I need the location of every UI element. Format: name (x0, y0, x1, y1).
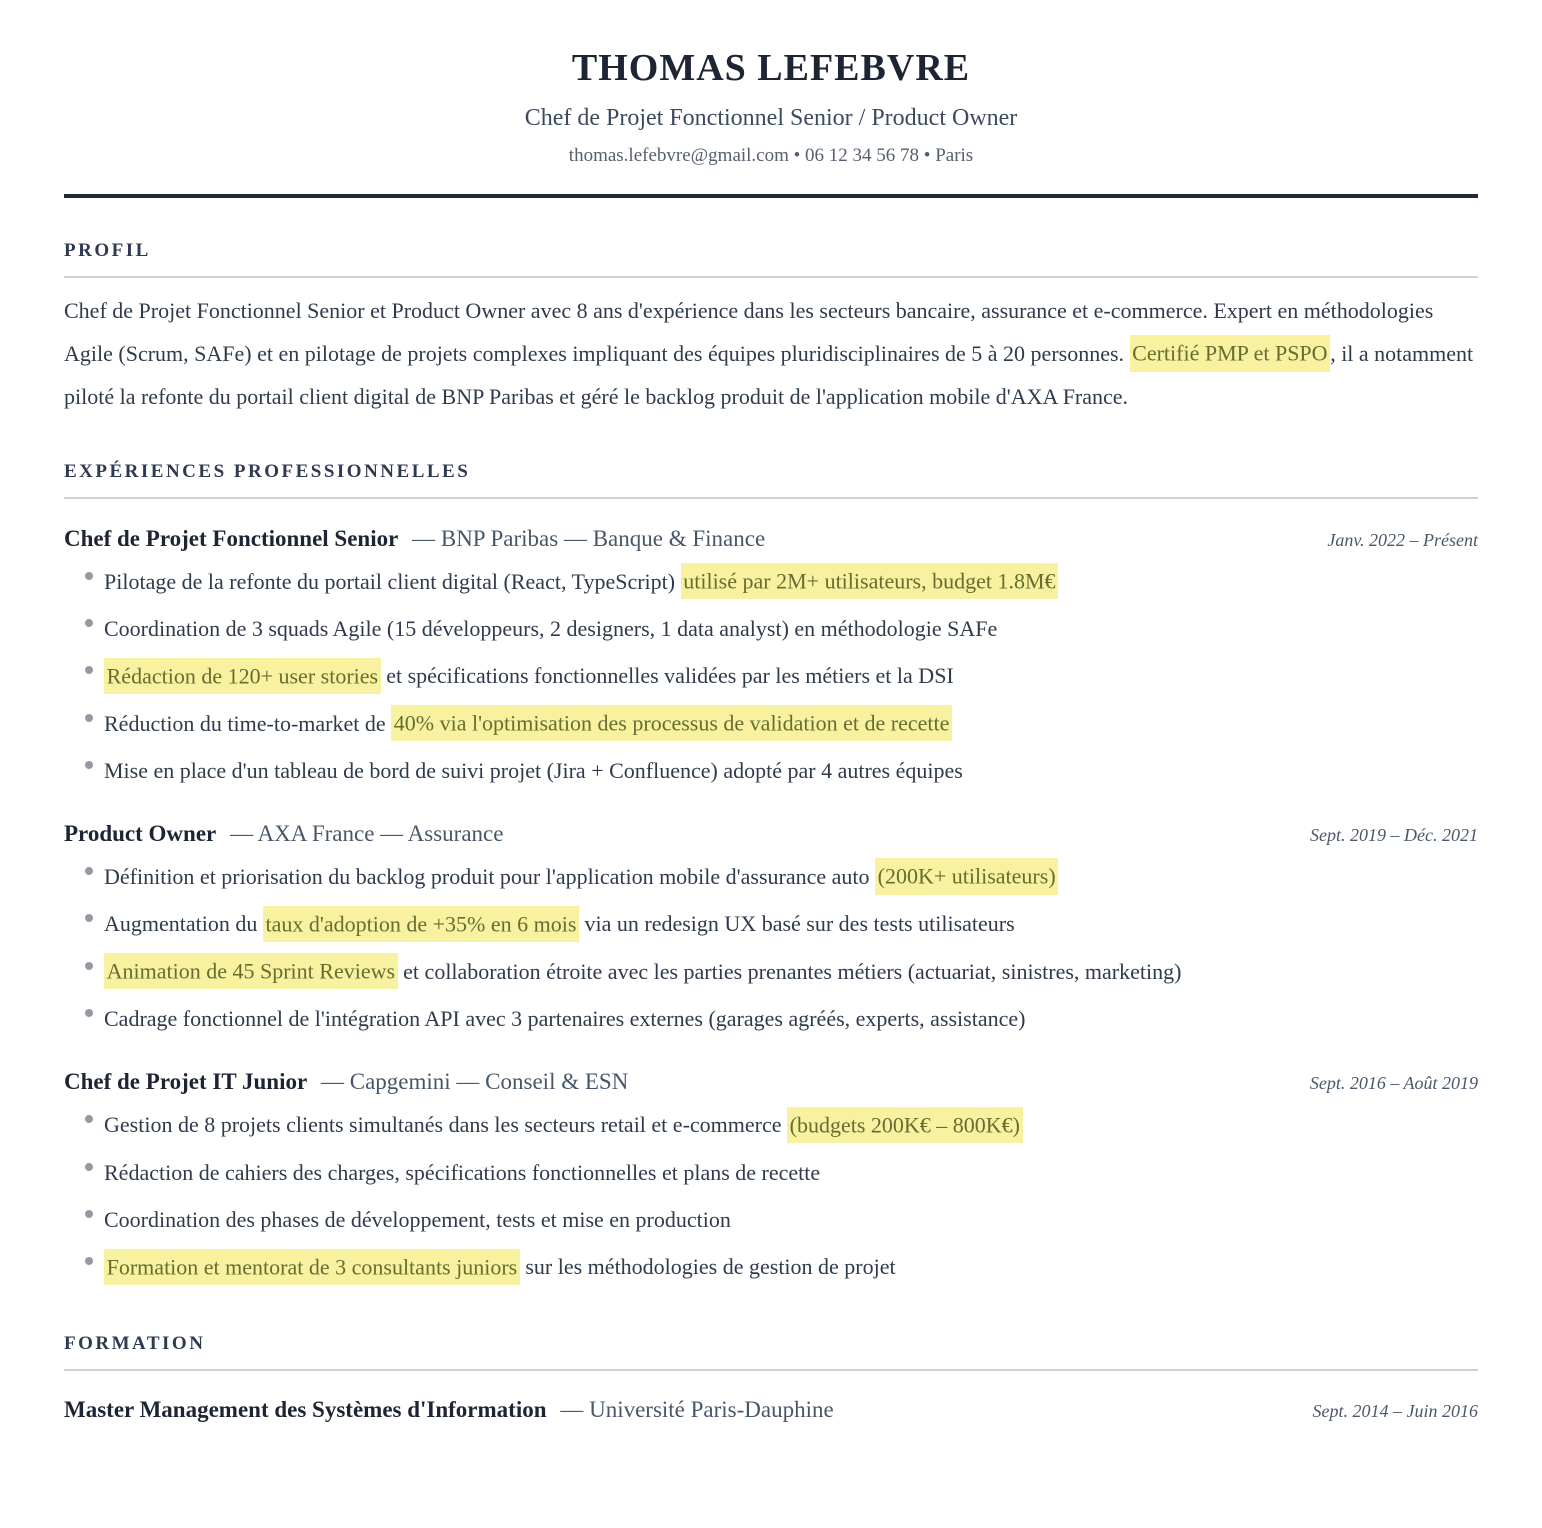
highlighted-text: Certifié PMP et PSPO (1130, 335, 1331, 371)
text-segment: et collaboration étroite avec les parties prenantes métiers (actuariat, sinistres, marketing) (397, 958, 1182, 984)
bullet-item (64, 948, 1394, 995)
job-company: — AXA France — Assurance (230, 821, 504, 847)
formation-divider (64, 1369, 1478, 1371)
text-segment: Cadrage fonctionnel de l'intégration API avec 3 partenaires externes (garages agréés, experts, assistance) (104, 1006, 1026, 1032)
bullet-item (64, 1196, 1394, 1243)
job-entry-axa-france (64, 821, 1478, 1042)
job-company: — BNP Paribas — Banque & Finance (412, 525, 766, 551)
job-title-line (64, 526, 765, 552)
degree-header (64, 1397, 1478, 1423)
text-segment: Coordination de 3 squads Agile (15 développeurs, 2 designers, 1 data analyst) en méthodologie SAFe (104, 615, 998, 641)
job-dates: Sept. 2019 – Déc. 2021 (1310, 825, 1478, 846)
bullet-item (64, 700, 1394, 747)
highlighted-text: utilisé par 2M+ utilisateurs, budget 1.8M€ (681, 563, 1059, 599)
section-experiences (64, 461, 1478, 1291)
text-segment: via un redesign UX basé sur des tests utilisateurs (579, 911, 1015, 937)
text-segment: et spécifications fonctionnelles validées par les métiers et la DSI (380, 663, 954, 689)
text-segment: Définition et priorisation du backlog produit pour l'application mobile d'assurance auto (104, 864, 876, 890)
job-company: — Capgemini — Conseil & ESN (321, 1069, 629, 1095)
bullet-item (64, 995, 1394, 1042)
highlighted-text: Rédaction de 120+ user stories (104, 658, 381, 694)
degree-title-line (64, 1397, 834, 1423)
text-segment: sur les méthodologies de gestion de projet (519, 1254, 896, 1280)
bullet-item (64, 652, 1394, 699)
highlighted-text: (budgets 200K€ – 800K€) (787, 1107, 1023, 1143)
job-title-line (64, 1069, 628, 1095)
highlighted-text: taux d'adoption de +35% en 6 mois (263, 906, 579, 942)
bullet-item (64, 853, 1394, 900)
job-dates: Janv. 2022 – Présent (1327, 529, 1478, 550)
job-title: Product Owner (64, 821, 217, 847)
bullet-item (64, 1243, 1394, 1290)
job-dates: Sept. 2016 – Août 2019 (1309, 1073, 1478, 1094)
degree-dates: Sept. 2014 – Juin 2016 (1312, 1400, 1478, 1421)
candidate-name: THOMAS LEFEBVRE (571, 47, 971, 89)
job-title: Chef de Projet IT Junior (64, 1069, 308, 1095)
resume-header (64, 46, 1478, 167)
job-bullet-list (64, 558, 1478, 794)
bullet-item (64, 1149, 1394, 1196)
text-segment: Gestion de 8 projets clients simultanés dans les secteurs retail et e-commerce (104, 1112, 787, 1138)
school-name: — Université Paris-Dauphine (560, 1396, 834, 1422)
job-bullet-list (64, 1101, 1478, 1290)
profil-paragraph (64, 290, 1478, 419)
degree-title: Master Management des Systèmes d'Information (64, 1396, 547, 1422)
text-segment: Coordination des phases de développement, tests et mise en production (104, 1206, 731, 1232)
bullet-item (64, 558, 1394, 605)
text-segment: Réduction du time-to-market de (104, 710, 392, 736)
experiences-divider (64, 497, 1478, 499)
bullet-item (64, 605, 1394, 652)
job-bullet-list (64, 853, 1478, 1042)
experiences-heading: EXPÉRIENCES PROFESSIONNELLES (64, 460, 471, 482)
bullet-item (64, 900, 1394, 947)
job-header (64, 821, 1478, 847)
job-title-line (64, 821, 503, 847)
formation-heading: FORMATION (64, 1332, 206, 1354)
text-segment: Pilotage de la refonte du portail client digital (React, TypeScript) (104, 568, 681, 594)
job-entry-capgemini (64, 1069, 1478, 1290)
text-segment: Rédaction de cahiers des charges, spécifications fonctionnelles et plans de recette (104, 1159, 821, 1185)
text-segment: , il a notamment piloté la refonte du portail client digital de BNP Paribas et géré le backlog produit de l'application mobile d'AXA France. (64, 340, 1474, 409)
text-segment: Augmentation du (104, 911, 263, 937)
highlighted-text: Animation de 45 Sprint Reviews (104, 953, 398, 989)
contact-info: thomas.lefebvre@gmail.com • 06 12 34 56 78 • Paris (568, 145, 974, 166)
text-segment: Mise en place d'un tableau de bord de suivi projet (Jira + Confluence) adopté par 4 autres équipes (104, 757, 963, 783)
highlighted-text: Formation et mentorat de 3 consultants juniors (104, 1249, 520, 1285)
job-title: Chef de Projet Fonctionnel Senior (64, 525, 399, 551)
header-divider (64, 194, 1478, 198)
job-entry-bnp-paribas (64, 526, 1478, 794)
bullet-item (64, 1101, 1394, 1148)
highlighted-text: (200K+ utilisateurs) (875, 858, 1058, 894)
highlighted-text: 40% via l'optimisation des processus de validation et de recette (391, 705, 952, 741)
profil-divider (64, 276, 1478, 278)
candidate-title: Chef de Projet Fonctionnel Senior / Product Owner (524, 105, 1018, 131)
section-profil (64, 240, 1478, 419)
formation-entry-paris-dauphine (64, 1397, 1478, 1423)
section-formation (64, 1333, 1478, 1423)
job-header (64, 526, 1478, 552)
bullet-item (64, 747, 1394, 794)
job-header (64, 1069, 1478, 1095)
profil-heading: PROFIL (64, 240, 151, 261)
text-segment: Chef de Projet Fonctionnel Senior et Product Owner avec 8 ans d'expérience dans les secteurs bancaire, assurance et e-commerce. Expert en méthodologies Agile (Scrum, SAFe) et en pilotage de projets complexes impliquant des équipes pluridisciplinaires de 5 à 20 personnes. (64, 298, 1434, 366)
